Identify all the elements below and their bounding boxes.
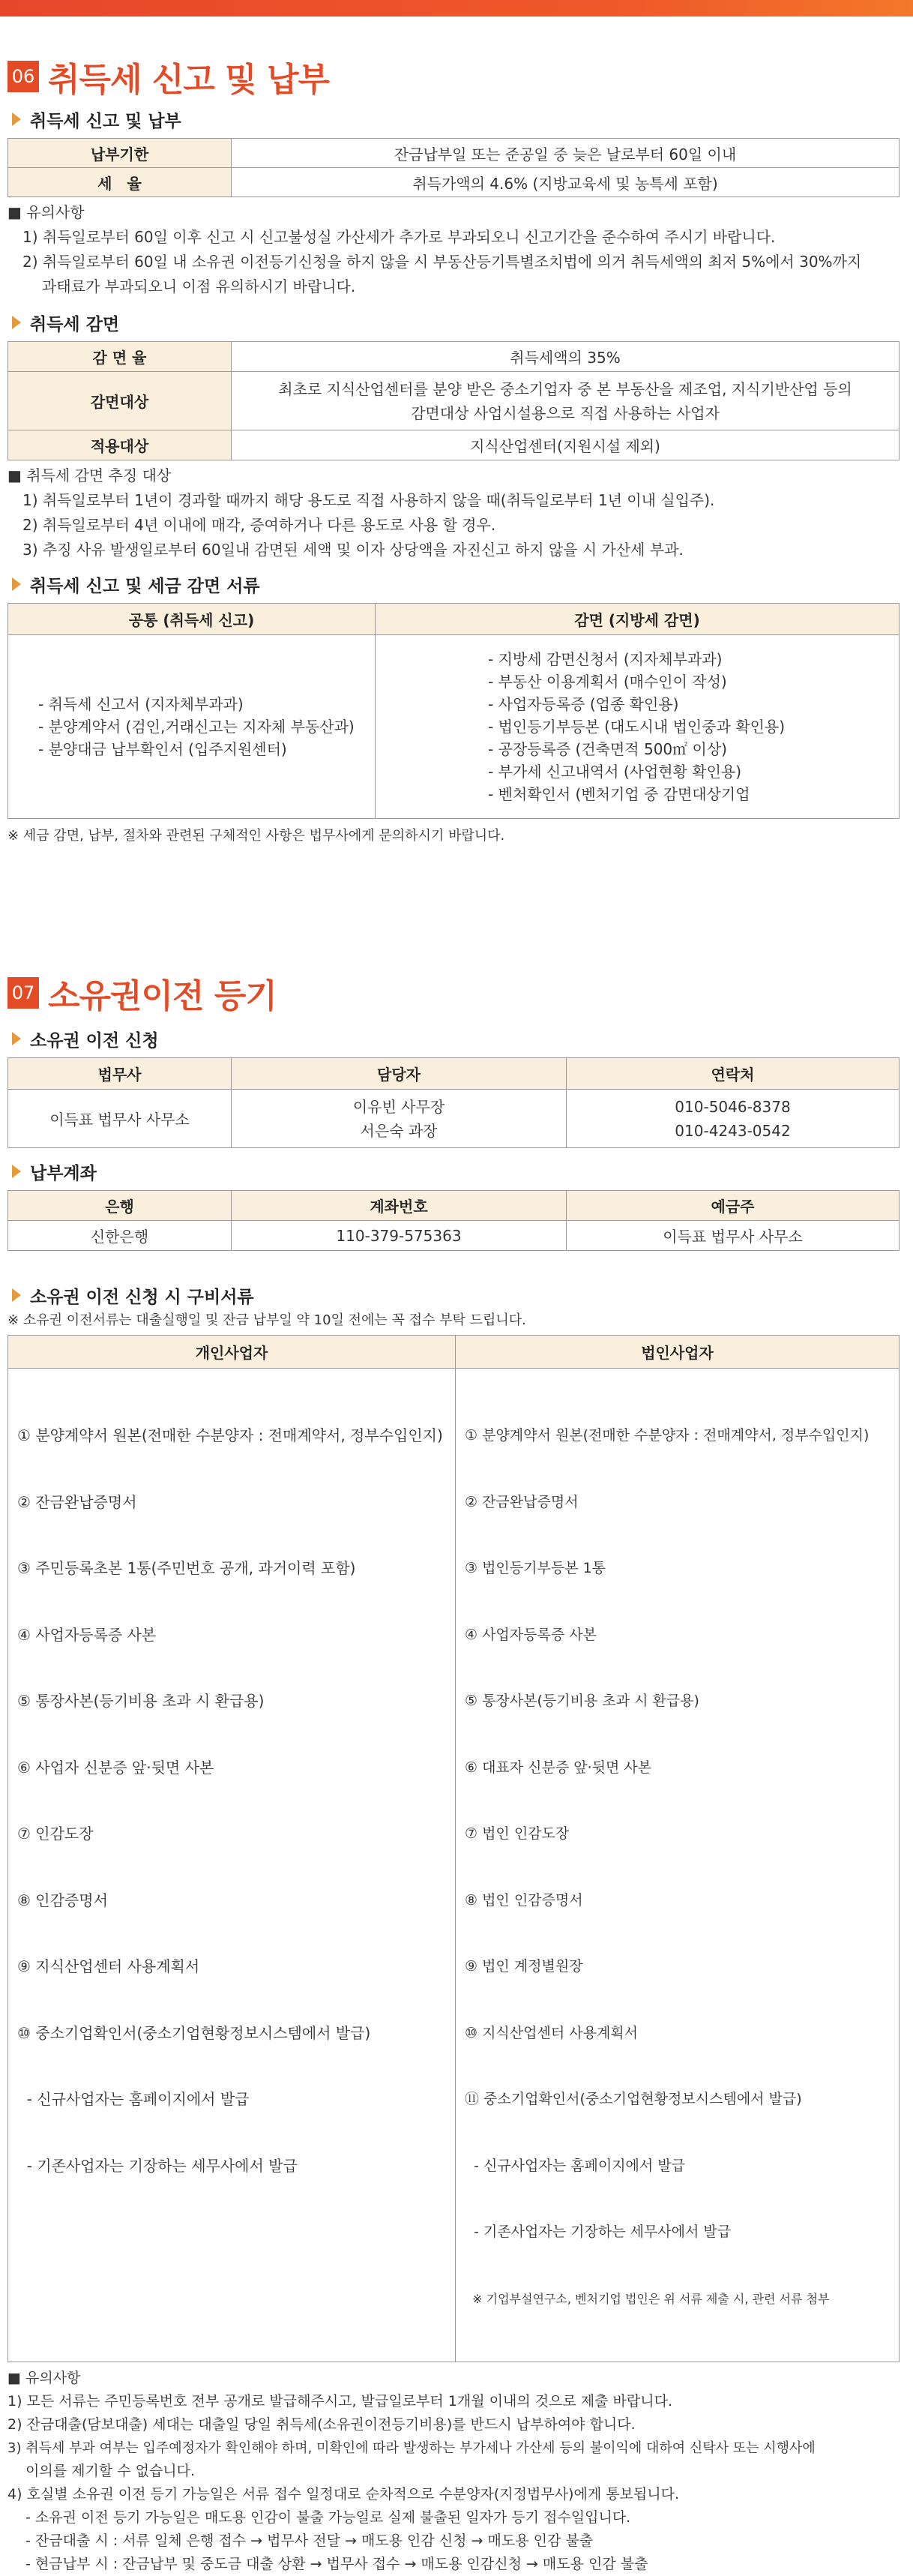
list-item: - 사업자등록증 (업종 확인용) — [488, 695, 679, 713]
subheading-label: 취득세 감면 — [30, 314, 120, 334]
notes-heading: ■ 유의사항 — [7, 2370, 81, 2386]
row-value: 취득가액의 4.6% (지방교육세 및 농특세 포함) — [232, 168, 900, 197]
list-item: - 법인등기부등본 (대도시내 법인중과 확인용) — [488, 718, 786, 736]
note-line: 3) 추징 사유 발생일로부터 60일내 감면된 세액 및 이자 상당액을 자진신고 하지 않을 시 가산세 부과. — [22, 541, 684, 559]
list-item: - 취득세 신고서 (지자체부과과) — [38, 695, 244, 713]
list-item: ⑦ 인감도장 — [17, 1825, 94, 1843]
table-row — [8, 372, 900, 430]
note-line: 3) 취득세 부과 여부는 입주예정자가 확인해야 하며, 미확인에 따라 발생하는 부가세나 가산세 등의 불이익에 대하여 신탁사 또는 시행사에 — [7, 2440, 816, 2456]
subheading-tax-report — [7, 106, 900, 132]
list-item: ④ 사업자등록증 사본 — [17, 1625, 157, 1644]
list-item: ③ 법인등기부등본 1통 — [465, 1560, 606, 1576]
column-header: 공통 (취득세 신고) — [8, 604, 376, 635]
row-label: 세 율 — [8, 168, 232, 197]
individual-docs-cell — [8, 1369, 456, 2362]
table-row — [8, 1221, 900, 1251]
list-item: ① 분양계약서 원본(전매한 수분양자 : 전매계약서, 정부수입인지) — [465, 1427, 870, 1444]
list-item: ⑪ 중소기업확인서(중소기업현황정보시스템에서 발급) — [465, 2091, 802, 2107]
column-header: 법인사업자 — [456, 1336, 900, 1369]
notes-block — [7, 200, 900, 299]
tax-report-table — [7, 138, 900, 197]
note-line: 2) 취득일로부터 60일 내 소유권 이전등기신청을 하지 않을 시 부동산등기특별조치법에 의거 취득세액의 최저 5%에서 30%까지 — [22, 253, 862, 271]
reduction-docs-cell — [376, 635, 900, 819]
subheading-label: 취득세 신고 및 납부 — [30, 111, 181, 131]
column-header: 법무사 — [8, 1058, 232, 1090]
table-row — [8, 635, 900, 819]
note-line: 이의를 제기할 수 없습니다. — [25, 2463, 196, 2479]
note-line: - 소유권 이전 등기 가능일은 매도용 인감이 불출 가능일로 실제 불출된 일자가 등기 접수일입니다. — [25, 2509, 631, 2526]
list-item: ④ 사업자등록증 사본 — [465, 1626, 597, 1643]
note-line: 1) 취득일로부터 60일 이후 신고 시 신고불성실 가산세가 추가로 부과되오니 신고기간을 준수하여 주시기 바랍니다. — [22, 228, 776, 246]
law-office-table — [7, 1057, 900, 1148]
section-06-header — [7, 54, 900, 99]
column-header: 계좌번호 — [232, 1191, 567, 1221]
note-line: 과태료가 부과되오니 이점 유의하시기 바랍니다. — [42, 277, 356, 295]
section-number: 06 — [7, 61, 39, 92]
contact-persons — [232, 1090, 567, 1148]
list-item: ⑥ 대표자 신분증 앞·뒷면 사본 — [465, 1759, 652, 1776]
firm-name: 이득표 법무사 사무소 — [8, 1090, 232, 1148]
subheading-tax-reduction — [7, 310, 900, 335]
account-number: 110-379-575363 — [232, 1221, 567, 1251]
list-item: ⑩ 중소기업확인서(중소기업현황정보시스템에서 발급) — [17, 2023, 371, 2042]
subheading-required-docs — [7, 1282, 900, 1308]
row-label: 적용대상 — [8, 430, 232, 460]
list-item: - 벤처확인서 (벤처기업 중 감면대상기업 — [488, 785, 750, 803]
table-row — [8, 1090, 900, 1148]
triangle-bullet-icon — [12, 112, 21, 126]
value-line: 감면대상 사업시설용으로 직접 사용하는 사업자 — [411, 403, 720, 422]
list-item: ① 분양계약서 원본(전매한 수분양자 : 전매계약서, 정부수입인지) — [17, 1426, 443, 1444]
subheading-label: 취득세 신고 및 세금 감면 서류 — [30, 576, 260, 596]
table-header-row — [8, 604, 900, 635]
triangle-bullet-icon — [12, 1032, 21, 1045]
note-line: - 현금납부 시 : 잔금납부 및 중도금 대출 상환 → 법무사 접수 → 매도용 인감신청 → 매도용 인감 불출 — [25, 2556, 648, 2572]
list-item: ③ 주민등록초본 1통(주민번호 공개, 과거이력 포함) — [17, 1559, 356, 1577]
list-item: - 분양계약서 (검인,거래신고는 지자체 부동산과) — [38, 718, 355, 736]
note-line: 1) 취득일로부터 1년이 경과할 때까지 해당 용도로 직접 사용하지 않을 때(취득일로부터 1년 이내 실입주). — [22, 491, 715, 509]
column-header: 감면 (지방세 감면) — [376, 604, 900, 635]
bank-name: 신한은행 — [8, 1221, 232, 1251]
list-item: ⑤ 통장사본(등기비용 초과 시 환급용) — [17, 1692, 265, 1710]
notes-heading: ■ 취득세 감면 추징 대상 — [7, 466, 172, 484]
list-item: - 분양대금 납부확인서 (입주지원센터) — [38, 740, 287, 758]
list-item: - 신규사업자는 홈페이지에서 발급 — [17, 2090, 250, 2108]
row-value: 취득세액의 35% — [232, 342, 900, 372]
list-item: - 공장등록증 (건축면적 500㎡ 이상) — [488, 740, 727, 758]
list-item: ⑧ 인감증명서 — [17, 1891, 108, 1909]
row-value — [232, 372, 900, 430]
notes-heading: ■ 유의사항 — [7, 203, 85, 221]
column-header: 연락처 — [567, 1058, 900, 1090]
triangle-bullet-icon — [12, 1165, 21, 1178]
table-row — [8, 342, 900, 372]
list-item: ⑨ 지식산업센터 사용계획서 — [17, 1957, 200, 1975]
common-docs-cell — [8, 635, 376, 819]
triangle-bullet-icon — [12, 577, 21, 591]
column-header: 은행 — [8, 1191, 232, 1221]
subheading-payment-account — [7, 1159, 900, 1184]
section-title: 취득세 신고 및 납부 — [48, 61, 329, 99]
list-item: - 지방세 감면신청서 (지자체부과과) — [488, 650, 723, 668]
account-holder: 이득표 법무사 사무소 — [567, 1221, 900, 1251]
value-line: 최초로 지식산업센터를 분양 받은 중소기업자 중 본 부동산을 제조업, 지식기반산업 등의 — [278, 379, 852, 398]
list-item: ⑤ 통장사본(등기비용 초과 시 환급용) — [465, 1693, 699, 1709]
list-item: - 기존사업자는 기장하는 세무사에서 발급 — [17, 2156, 298, 2175]
row-label: 감면대상 — [8, 372, 232, 430]
person-name: 이유빈 사무장 — [352, 1097, 445, 1116]
phone-number: 010-5046-8378 — [675, 1097, 791, 1116]
row-label: 납부기한 — [8, 139, 232, 168]
table-header-row — [8, 1191, 900, 1221]
subheading-label: 소유권 이전 신청 — [30, 1030, 159, 1051]
section-title: 소유권이전 등기 — [48, 977, 277, 1015]
tax-reduction-table — [7, 341, 900, 460]
table-row — [8, 430, 900, 460]
final-notes — [7, 2367, 900, 2576]
row-value: 지식산업센터(지원시설 제외) — [232, 430, 900, 460]
note-line: 4) 호실별 소유권 이전 등기 가능일은 서류 접수 일정대로 순차적으로 수분양자(지정법무사)에게 통보됩니다. — [7, 2486, 680, 2503]
section-07-header — [7, 970, 900, 1015]
table-row — [8, 1369, 900, 2362]
column-header: 예금주 — [567, 1191, 900, 1221]
subheading-label: 납부계좌 — [30, 1163, 97, 1183]
subheading-documents — [7, 571, 900, 597]
top-accent-bar — [0, 0, 913, 16]
list-item: ※ 기업부설연구소, 벤처기업 법인은 위 서류 제출 시, 관련 서류 첨부 — [465, 2291, 830, 2306]
list-item: ⑩ 지식산업센터 사용계획서 — [465, 2024, 639, 2041]
phone-numbers — [567, 1090, 900, 1148]
list-item: ⑧ 법인 인감증명서 — [465, 1891, 583, 1909]
list-item: - 부동산 이용계획서 (매수인이 작성) — [488, 673, 727, 691]
subheading-transfer-application — [7, 1026, 900, 1051]
note-line: 2) 취득일로부터 4년 이내에 매각, 증여하거나 다른 용도로 사용 할 경우. — [22, 516, 496, 534]
table-row — [8, 168, 900, 197]
list-item: - 신규사업자는 홈페이지에서 발급 — [465, 2157, 686, 2174]
footnote: ※ 세금 감면, 납부, 절차와 관련된 구체적인 사항은 법무사에게 문의하시기 바랍니다. — [7, 828, 505, 844]
list-item: ⑦ 법인 인감도장 — [465, 1825, 570, 1842]
required-docs-table — [7, 1335, 900, 2362]
tax-documents-table — [7, 603, 900, 819]
list-item: - 기존사업자는 기장하는 세무사에서 발급 — [465, 2224, 732, 2240]
row-value: 잔금납부일 또는 준공일 중 늦은 날로부터 60일 이내 — [232, 139, 900, 168]
list-item: ⑥ 사업자 신분증 앞·뒷면 사본 — [17, 1758, 214, 1777]
clawback-notes — [7, 463, 900, 562]
subheading-label: 소유권 이전 신청 시 구비서류 — [30, 1287, 254, 1307]
list-item: - 부가세 신고내역서 (사업현황 확인용) — [488, 763, 742, 781]
section-number: 07 — [7, 977, 39, 1009]
payment-account-table — [7, 1190, 900, 1251]
list-item: ② 잔금완납증명서 — [17, 1492, 137, 1511]
list-item: ② 잔금완납증명서 — [465, 1493, 579, 1510]
triangle-bullet-icon — [12, 1288, 21, 1302]
person-name: 서은숙 과장 — [360, 1121, 438, 1140]
list-item: ⑨ 법인 계정별원장 — [465, 1958, 583, 1975]
triangle-bullet-icon — [12, 316, 21, 329]
table-header-row — [8, 1336, 900, 1369]
corporate-docs-cell — [456, 1369, 900, 2362]
table-row — [8, 139, 900, 168]
docs-note: ※ 소유권 이전서류는 대출실행일 및 잔금 납부일 약 10일 전에는 꼭 접수 부탁 드립니다. — [7, 1312, 526, 1328]
section-07 — [7, 970, 900, 2576]
note-line: - 잔금대출 시 : 서류 일체 은행 접수 → 법무사 전달 → 매도용 인감 신청 → 매도용 인감 불출 — [25, 2533, 594, 2549]
note-line: 1) 모든 서류는 주민등록번호 전부 공개로 발급해주시고, 발급일로부터 1개월 이내의 것으로 제출 바랍니다. — [7, 2393, 673, 2410]
section-06 — [7, 54, 900, 846]
note-line: 2) 잔금대출(담보대출) 세대는 대출일 당일 취득세(소유권이전등기비용)를 반드시 납부하여야 합니다. — [7, 2416, 636, 2433]
row-label: 감 면 율 — [8, 342, 232, 372]
column-header: 개인사업자 — [8, 1336, 456, 1369]
phone-number: 010-4243-0542 — [675, 1121, 791, 1140]
column-header: 담당자 — [232, 1058, 567, 1090]
table-header-row — [8, 1058, 900, 1090]
